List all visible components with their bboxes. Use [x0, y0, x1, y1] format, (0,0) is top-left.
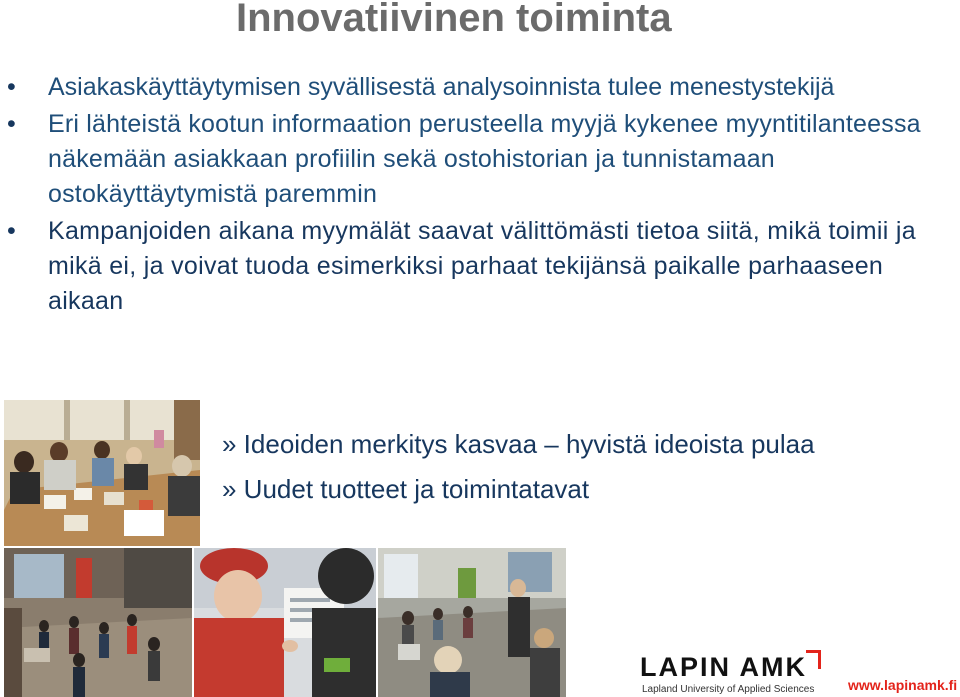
- bullet-list: [0, 70, 960, 321]
- bullet-dot-icon: •: [7, 110, 16, 138]
- slide-title: Innovatiivinen toiminta: [236, 0, 672, 40]
- bullet-item: [0, 107, 960, 212]
- bullet-text: Eri lähteistä kootun informaation perusteella myyjä kykenee myyntitilanteessa näkemään asiakkaan profiilin sekä ostohistorian ja tunnistamaan ostokäyttäytymistä paremmin: [48, 110, 921, 208]
- logo-text: LAPIN AMK: [640, 652, 807, 682]
- bullet-item: [0, 214, 960, 319]
- seminar-room-photo: [378, 548, 566, 697]
- bullet-item: [0, 70, 848, 105]
- workshop-table-photo: [4, 400, 200, 546]
- woman-red-hat-photo: [194, 548, 376, 697]
- bullet-text: Asiakaskäyttäytymisen syvällisestä analysoinnista tulee menestystekijä: [48, 73, 835, 101]
- lobby-crowd-photo: [4, 548, 192, 697]
- bullet-dot-icon: •: [7, 73, 16, 101]
- sub-bullet-ideas: » Ideoiden merkitys kasvaa – hyvistä ideoista pulaa: [222, 429, 815, 459]
- sub-bullet-new-products: » Uudet tuotteet ja toimintatavat: [222, 474, 590, 504]
- logo-corner-mark-icon: [806, 650, 821, 669]
- lapin-amk-logo: [640, 648, 820, 696]
- logo-subtitle: Lapland University of Applied Sciences: [642, 684, 815, 695]
- bullet-text: Kampanjoiden aikana myymälät saavat välittömästi tietoa siitä, mikä toimii ja mikä ei, ja voivat tuoda esimerkiksi parhaat tekijänsä paikalle parhaaseen aikaan: [48, 217, 916, 315]
- bullet-dot-icon: •: [7, 217, 17, 245]
- website-url: www.lapinamk.fi: [848, 677, 958, 693]
